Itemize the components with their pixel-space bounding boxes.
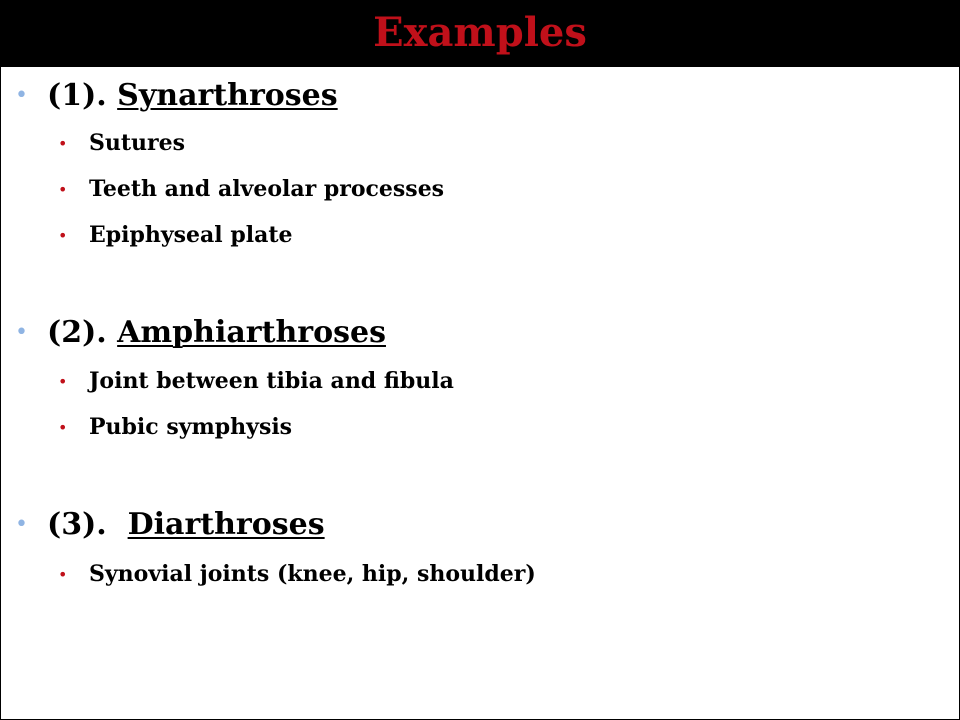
list-item (58, 127, 185, 159)
section-prefix: (1). (47, 77, 118, 113)
section-term: Amphiarthroses (117, 314, 386, 350)
bullet-icon: • (58, 417, 68, 437)
bullet-icon: • (15, 319, 28, 345)
section-heading-synarthroses (15, 75, 338, 115)
section-prefix: (2). (47, 314, 118, 350)
list-item-text: Synovial joints (knee, hip, shoulder) (89, 561, 536, 587)
section-heading-diarthroses (15, 504, 325, 544)
section-heading-text (47, 507, 325, 542)
bullet-icon: • (58, 371, 68, 391)
bullet-icon: • (58, 225, 68, 245)
section-heading-amphiarthroses (15, 312, 386, 352)
bullet-icon: • (58, 564, 68, 584)
list-item-text: Teeth and alveolar processes (89, 176, 445, 202)
list-item (58, 558, 536, 590)
bullet-icon: • (15, 511, 28, 537)
list-item (58, 173, 444, 205)
section-prefix: (3). (47, 506, 128, 542)
list-item (58, 219, 292, 251)
slide-title: Examples (373, 9, 587, 56)
list-item-text: Epiphyseal plate (89, 222, 293, 248)
section-heading-text (47, 78, 338, 113)
list-item (58, 365, 454, 397)
bullet-icon: • (15, 82, 28, 108)
list-item-text: Sutures (89, 130, 186, 156)
bullet-icon: • (58, 179, 68, 199)
list-item-text: Joint between tibia and fibula (89, 368, 454, 394)
section-term: Synarthroses (117, 77, 338, 113)
bullet-icon: • (58, 133, 68, 153)
section-heading-text (47, 315, 386, 350)
section-term: Diarthroses (127, 506, 325, 542)
slide-content (1, 1, 959, 719)
list-item-text: Pubic symphysis (89, 414, 293, 440)
list-item (58, 411, 292, 443)
